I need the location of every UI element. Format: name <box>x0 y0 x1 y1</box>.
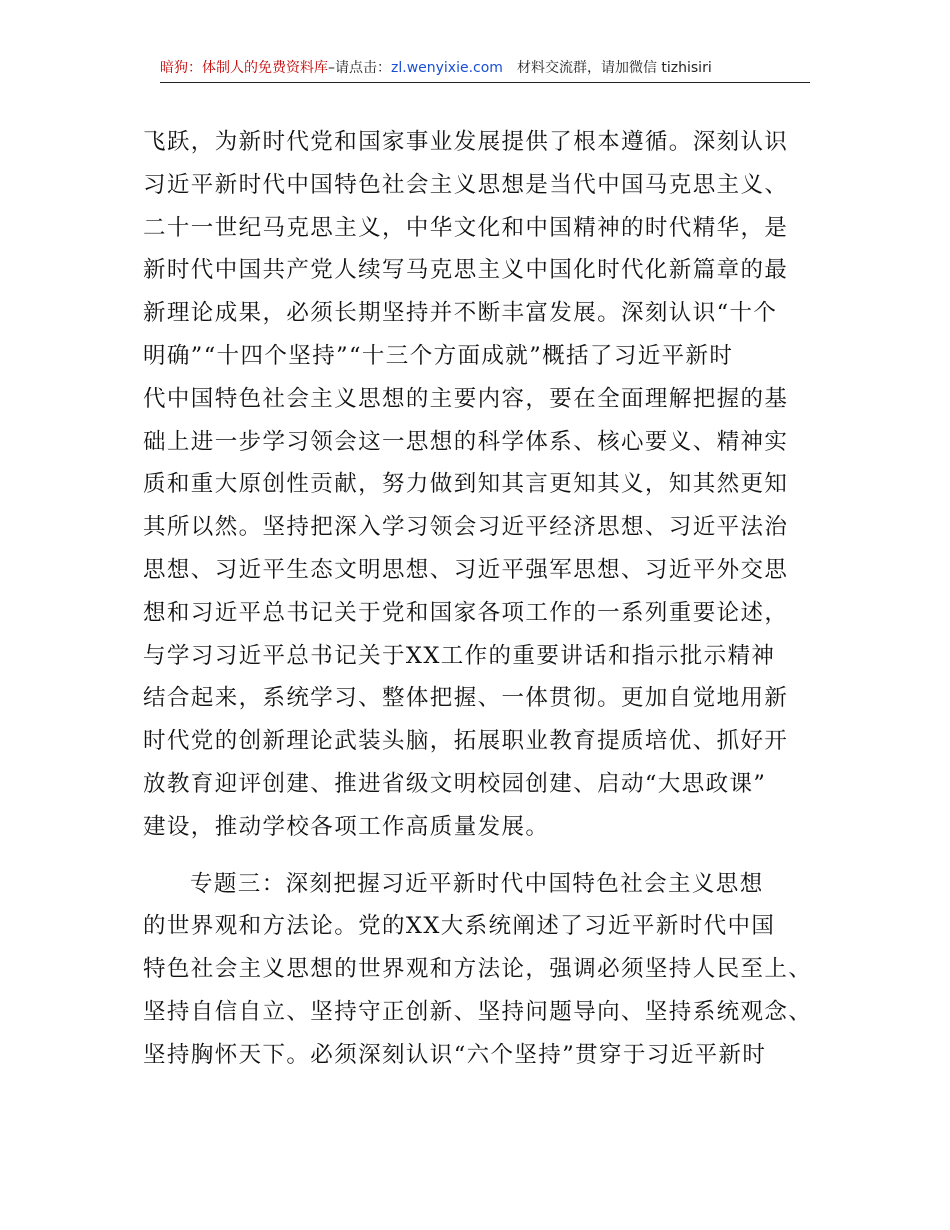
document-body <box>143 121 833 1077</box>
body-paragraph-1: 飞跃，为新时代党和国家事业发展提供了根本遵循。深刻认识 习近平新时代中国特色社会主义思想是当代中国马克思主义、 二十一世纪马克思主义，中华文化和中国精神的时代精华，是 新时代中国共产党人续写马克思主义中国化时代化新篇章的最 新理论成果，必须长期坚持并不断丰富发展。深刻认识“十个 明确”“十四个坚持”“十三个方面成就”概括了习近平新时 代中国特色社会主义思想的主要内容，要在全面理解把握的基 础上进一步学习领会这一思想的科学体系、核心要义、精神实 质和重大原创性贡献，努力做到知其言更知其义，知其然更知 其所以然。坚持把深入学习领会习近平经济思想、习近平法治 思想、习近平生态文明思想、习近平强军思想、习近平外交思 想和习近平总书记关于党和国家各项工作的一系列重要论述， 与学习习近平总书记关于XX工作的重要讲话和指示批示精神 结合起来，系统学习、整体把握、一体贯彻。更加自觉地用新 时代党的创新理论武装头脑，拓展职业教育提质培优、抓好开 放教育迎评创建、推进省级文明校园创建、启动“大思政课” 建设，推动学校各项工作高质量发展。 <box>143 129 789 840</box>
body-paragraph-topic-3: 专题三：深刻把握习近平新时代中国特色社会主义思想 的世界观和方法论。党的XX大系统阐述了习近平新时代中国 特色社会主义思想的世界观和方法论，强调必须坚持人民至上、 坚持自信自立、坚持守正创新、坚持问题导向、坚持系统观念、 坚持胸怀天下。必须深刻认识“六个坚持”贯穿于习近平新时 <box>143 870 813 1068</box>
header-prompt: –请点击： <box>328 60 391 76</box>
header-brand: 暗狗：体制人的免费资料库 <box>160 60 328 76</box>
header-link[interactable]: zl.wenyixie.com <box>391 60 503 76</box>
page-header <box>160 56 810 83</box>
header-group-text: 材料交流群，请加微信 tizhisiri <box>516 60 712 76</box>
